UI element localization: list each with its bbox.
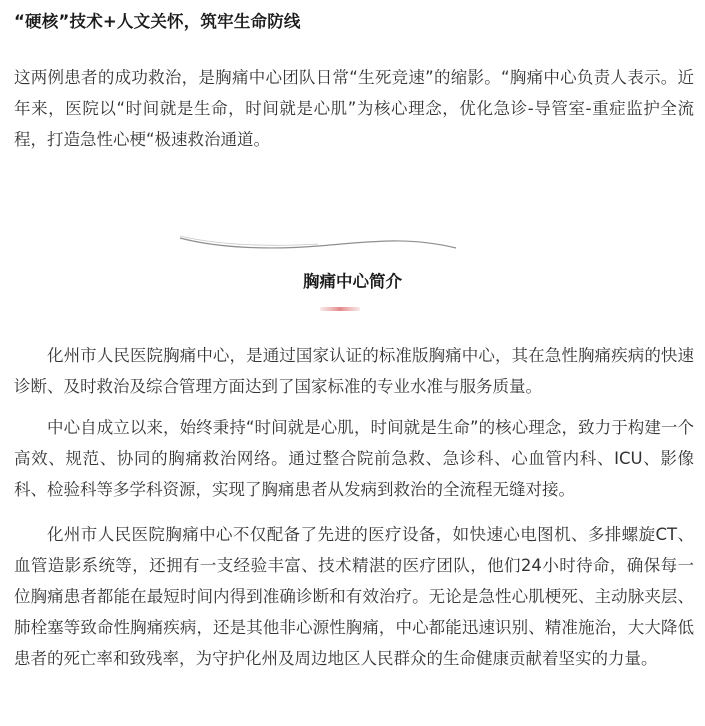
paragraph-3: 化州市人民医院胸痛中心不仅配备了先进的医疗设备，如快速心电图机、多排螺旋CT、血管造影系统等，还拥有一支经验丰富、技术精湛的医疗团队，他们24小时待命，确保每一位胸痛患者都能在最短时间内得到准确诊断和有效治疗。无论是急性心肌梗死、主动脉夹层、肺栓塞等致命性胸痛疾病，还是其他非心源性胸痛，中心都能迅速识别、精准施治，大大降低患者的死亡率和致残率，为守护化州及周边地区人民群众的生命健康贡献着坚实的力量。 [14, 525, 694, 668]
paragraph-1: 化州市人民医院胸痛中心，是通过国家认证的标准版胸痛中心，其在急性胸痛疾病的快速诊断、及时救治及综合管理方面达到了国家标准的专业水准与服务质量。 [14, 346, 694, 396]
intro-paragraph: 这两例患者的成功救治，是胸痛中心团队日常“生死竞速”的缩影。“胸痛中心负责人表示。近年来，医院以“时间就是生命，时间就是心肌”为核心理念，优化急诊-导管室-重症监护全流程，打造急性心梗“极速救治通道。 [14, 68, 694, 149]
title-underline-accent [320, 306, 360, 312]
article-heading: “硬核”技术+人文关怀，筑牢生命防线 [14, 12, 301, 31]
section-title: 胸痛中心简介 [303, 272, 402, 291]
wave-divider [178, 226, 458, 256]
paragraph-2: 中心自成立以来，始终秉持“时间就是心肌，时间就是生命”的核心理念，致力于构建一个高效、规范、协同的胸痛救治网络。通过整合院前急救、急诊科、心血管内科、ICU、影像科、检验科等多学科资源，实现了胸痛患者从发病到救治的全流程无缝对接。 [14, 418, 694, 499]
